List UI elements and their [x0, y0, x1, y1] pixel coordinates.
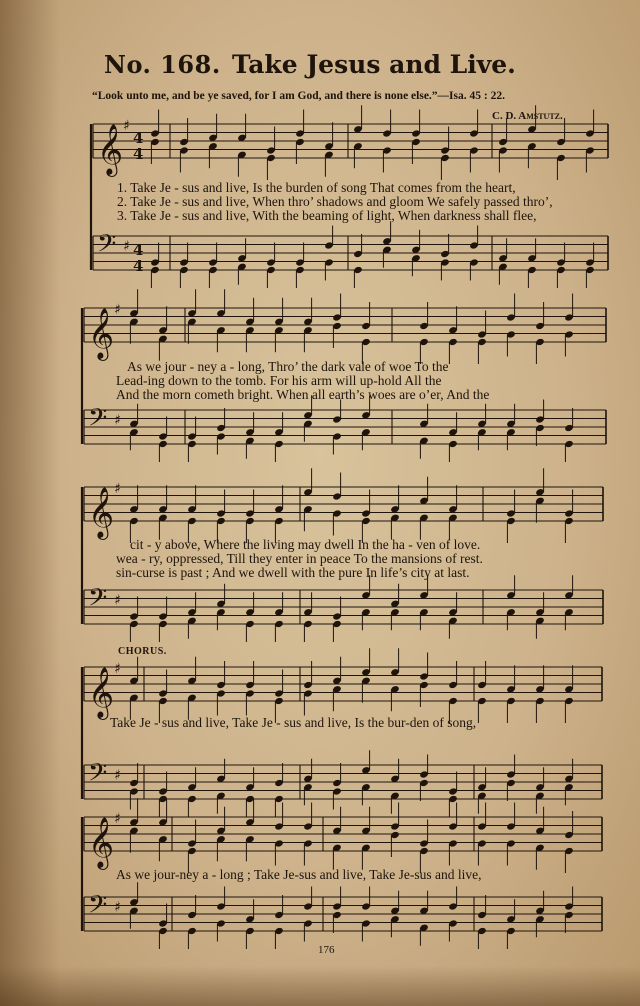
bass-clef: 𝄢 [88, 758, 108, 794]
key-signature-sharp: ♯ [114, 592, 121, 609]
lyric-line: sin-curse is past ; And we dwell with the pure In life’s city at last. [116, 565, 470, 580]
key-signature-sharp: ♯ [114, 767, 121, 784]
page-number: 176 [318, 944, 335, 956]
lyric-line: And the morn cometh bright. When all earth’s woes are o’er, And the [116, 387, 490, 402]
key-signature-sharp: ♯ [123, 118, 130, 134]
key-signature-sharp: ♯ [114, 481, 121, 497]
bass-clef: 𝄢 [88, 583, 108, 619]
hymn-title: Take Jesus and Live. [232, 50, 516, 79]
key-signature-sharp: ♯ [114, 412, 121, 429]
lyric-line: 3. Take Je - sus and live, With the beaming of light, When darkness shall flee, [117, 208, 537, 223]
chorus-label: CHORUS. [118, 646, 167, 657]
time-signature: 4 [133, 241, 144, 259]
lyric-line: cit - y above, Where the living may dwell In the ha - ven of love. [130, 537, 481, 552]
key-signature-sharp: ♯ [123, 238, 130, 255]
lyric-line: As we jour-ney a - long ; Take Je-sus and live, Take Je-sus and live, [116, 867, 482, 882]
bass-clef: 𝄢 [88, 403, 108, 439]
lyric-line: As we jour - ney a - long, Thro’ the dark vale of woe To the [127, 359, 449, 374]
key-signature-sharp: ♯ [114, 661, 121, 677]
lyric-line: Lead-ing down to the tomb. For his arm will up-hold All the [116, 373, 442, 388]
key-signature-sharp: ♯ [114, 302, 121, 318]
lyric-line: Take Je - sus and live, Take Je - sus and live, Is the bur-den of song, [110, 715, 477, 730]
treble-clef: 𝄞 [88, 817, 115, 868]
key-signature-sharp: ♯ [114, 899, 121, 916]
treble-clef: 𝄞 [88, 308, 115, 359]
time-signature: 4 [133, 129, 144, 147]
composer-credit: C. D. Amstutz. [492, 110, 563, 122]
time-signature: 4 [133, 257, 144, 275]
treble-clef: 𝄞 [88, 667, 115, 718]
key-signature-sharp: ♯ [114, 811, 121, 827]
bass-clef: 𝄢 [88, 890, 108, 926]
scripture-epigraph: “Look unto me, and be ye saved, for I am God, and there is none else.”—Isa. 45 : 22. [92, 90, 505, 102]
treble-clef: 𝄞 [88, 487, 115, 538]
lyric-line: 2. Take Je - sus and live, When thro’ shadows and gloom We safely passed thro’, [117, 194, 553, 209]
lyric-line: wea - ry, oppressed, Till they enter in peace To the mansions of rest. [116, 551, 483, 566]
treble-clef: 𝄞 [97, 124, 124, 175]
lyric-line: 1. Take Je - sus and live, Is the burden of song That comes from the heart, [117, 180, 516, 195]
hymn-number: No. 168. [104, 50, 221, 79]
bass-clef: 𝄢 [97, 229, 117, 265]
time-signature: 4 [133, 145, 144, 163]
